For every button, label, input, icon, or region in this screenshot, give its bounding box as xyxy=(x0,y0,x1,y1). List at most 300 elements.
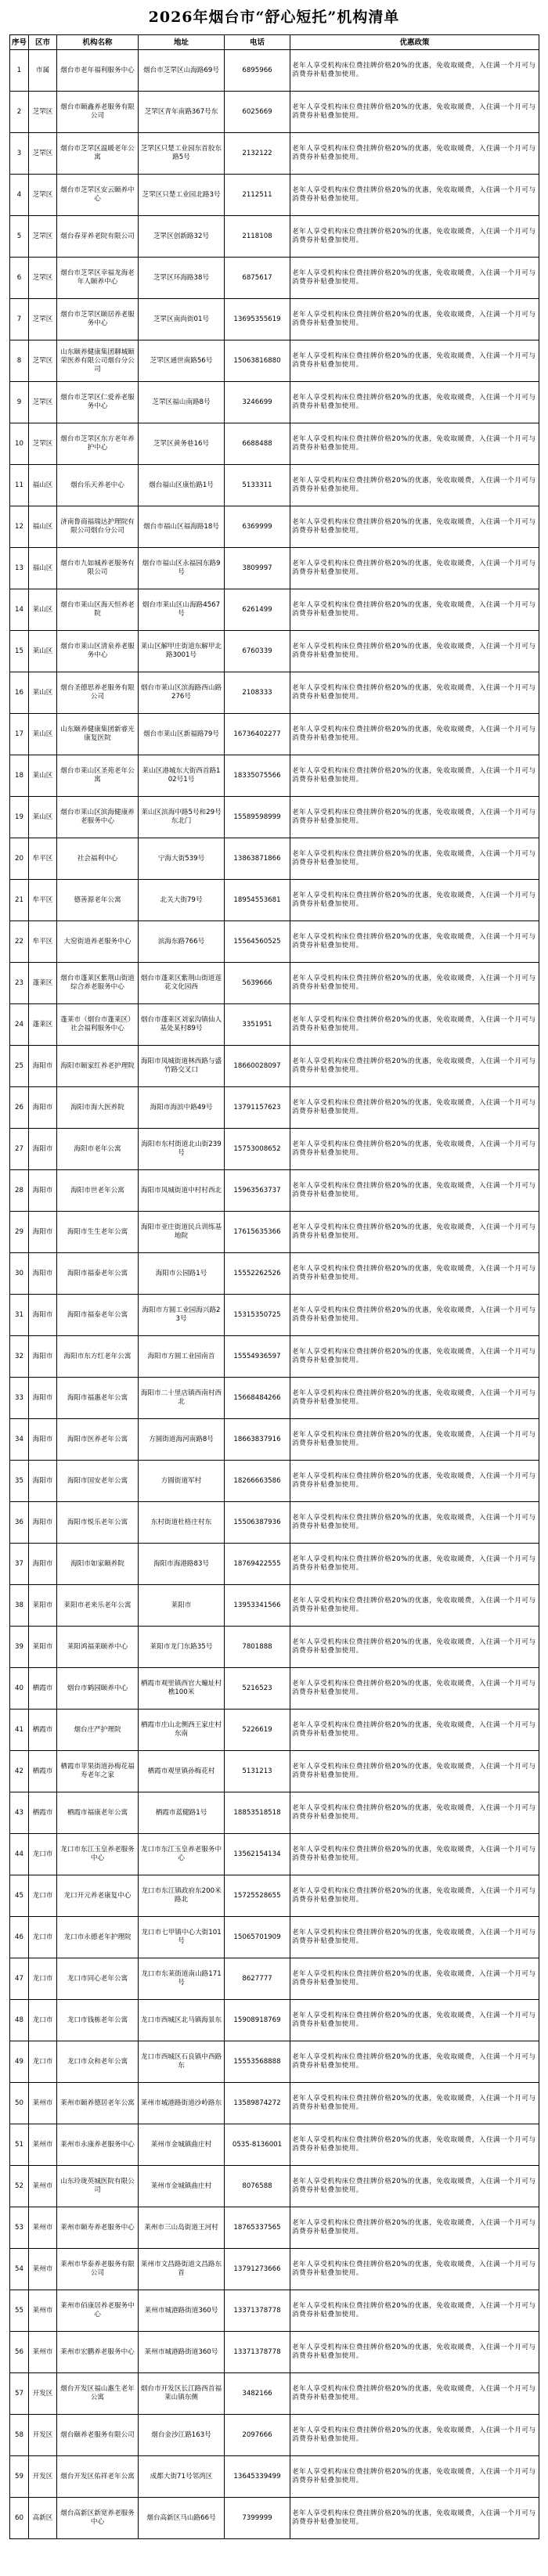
cell-phone: 15552262526 xyxy=(225,1253,290,1295)
cell-index: 16 xyxy=(10,672,29,714)
cell-policy: 老年人享受机构床位费挂牌价格20%的优惠，免收取暖费，入住满一个月可与消费券补贴叠加使用。 xyxy=(290,2000,539,2041)
cell-phone: 15753008652 xyxy=(225,1129,290,1170)
cell-phone: 18765337565 xyxy=(225,2207,290,2249)
cell-name: 烟台市莱山区海天恒养老院 xyxy=(57,589,139,631)
cell-phone: 18266663586 xyxy=(225,1461,290,1502)
cell-policy: 老年人享受机构床位费挂牌价格20%的优惠，免收取暖费，入住满一个月可与消费券补贴叠加使用。 xyxy=(290,880,539,921)
cell-district: 芝罘区 xyxy=(29,216,57,258)
cell-district: 莱阳市 xyxy=(29,1627,57,1668)
cell-policy: 老年人享受机构床位费挂牌价格20%的优惠，免收取暖费，入住满一个月可与消费券补贴叠加使用。 xyxy=(290,589,539,631)
cell-policy: 老年人享受机构床位费挂牌价格20%的优惠，免收取暖费，入住满一个月可与消费券补贴叠加使用。 xyxy=(290,382,539,423)
cell-name: 海阳市福泰老年公寓 xyxy=(57,1253,139,1295)
cell-name: 大窑街道养老服务中心 xyxy=(57,921,139,963)
cell-index: 32 xyxy=(10,1336,29,1378)
table-row xyxy=(10,2000,539,2041)
table-row xyxy=(10,921,539,963)
cell-district: 莱山区 xyxy=(29,714,57,755)
cell-policy: 老年人享受机构床位费挂牌价格20%的优惠，免收取暖费，入住满一个月可与消费券补贴叠加使用。 xyxy=(290,2207,539,2249)
cell-address: 莱阳市 xyxy=(139,1585,225,1627)
table-row xyxy=(10,1170,539,1212)
cell-address: 东村街道杜格庄村东 xyxy=(139,1502,225,1544)
cell-phone: 18660028097 xyxy=(225,1046,290,1087)
cell-district: 福山区 xyxy=(29,465,57,506)
table-row xyxy=(10,506,539,548)
cell-name: 烟台市芝罘区安云颐养中心 xyxy=(57,175,139,216)
cell-phone: 18663837916 xyxy=(225,1419,290,1461)
cell-name: 烟台庄严护理院 xyxy=(57,1710,139,1751)
cell-policy: 老年人享受机构床位费挂牌价格20%的优惠，免收取暖费，入住满一个月可与消费券补贴叠加使用。 xyxy=(290,714,539,755)
cell-index: 57 xyxy=(10,2373,29,2415)
table-row xyxy=(10,1502,539,1544)
cell-district: 栖霞市 xyxy=(29,1792,57,1834)
cell-policy: 老年人享受机构床位费挂牌价格20%的优惠，免收取暖费，入住满一个月可与消费券补贴叠加使用。 xyxy=(290,1627,539,1668)
cell-district: 芝罘区 xyxy=(29,423,57,465)
table-row xyxy=(10,423,539,465)
cell-district: 蓬莱区 xyxy=(29,963,57,1004)
cell-name: 烟台市颐鑫养老服务有限公司 xyxy=(57,92,139,133)
cell-phone: 6760339 xyxy=(225,631,290,672)
cell-index: 50 xyxy=(10,2083,29,2124)
table-row xyxy=(10,1792,539,1834)
cell-address: 龙口市东江玉皇养老服务中心 xyxy=(139,1834,225,1875)
cell-name: 莱阳市老来乐老年公寓 xyxy=(57,1585,139,1627)
cell-district: 海阳市 xyxy=(29,1502,57,1544)
cell-address: 方圆街道军村 xyxy=(139,1461,225,1502)
table-row xyxy=(10,1834,539,1875)
table-row xyxy=(10,797,539,838)
cell-phone: 6688488 xyxy=(225,423,290,465)
cell-phone: 13589874272 xyxy=(225,2083,290,2124)
cell-address: 莱州市三山岛街道王河村 xyxy=(139,2207,225,2249)
cell-address: 海阳市海滨中路49号 xyxy=(139,1087,225,1129)
cell-name: 海阳市东方红老年公寓 xyxy=(57,1336,139,1378)
table-row xyxy=(10,2290,539,2332)
cell-district: 栖霞市 xyxy=(29,1668,57,1710)
cell-district: 海阳市 xyxy=(29,1378,57,1419)
cell-address: 海阳市亚庄街道民兵训练基地院 xyxy=(139,1212,225,1253)
cell-index: 35 xyxy=(10,1461,29,1502)
cell-name: 烟台市芝罘区颐居养老服务中心 xyxy=(57,299,139,340)
header-name: 机构名称 xyxy=(57,35,139,50)
cell-index: 5 xyxy=(10,216,29,258)
cell-address: 海阳市东村街道北山街239号 xyxy=(139,1129,225,1170)
cell-district: 海阳市 xyxy=(29,1129,57,1170)
cell-index: 4 xyxy=(10,175,29,216)
cell-policy: 老年人享受机构床位费挂牌价格20%的优惠，免收取暖费，入住满一个月可与消费券补贴叠加使用。 xyxy=(290,216,539,258)
cell-phone: 5639666 xyxy=(225,963,290,1004)
cell-district: 海阳市 xyxy=(29,1212,57,1253)
table-row xyxy=(10,714,539,755)
cell-name: 烟台开发区福山惠生老年公寓 xyxy=(57,2373,139,2415)
cell-district: 开发区 xyxy=(29,2456,57,2498)
table-row xyxy=(10,589,539,631)
cell-policy: 老年人享受机构床位费挂牌价格20%的优惠，免收取暖费，入住满一个月可与消费券补贴叠加使用。 xyxy=(290,2456,539,2498)
cell-name: 烟台开发区佑祥老年公寓 xyxy=(57,2456,139,2498)
cell-policy: 老年人享受机构床位费挂牌价格20%的优惠，免收取暖费，入住满一个月可与消费券补贴叠加使用。 xyxy=(290,1336,539,1378)
cell-policy: 老年人享受机构床位费挂牌价格20%的优惠，免收取暖费，入住满一个月可与消费券补贴叠加使用。 xyxy=(290,2166,539,2207)
table-row xyxy=(10,1253,539,1295)
table-row xyxy=(10,2249,539,2290)
cell-index: 31 xyxy=(10,1295,29,1336)
cell-index: 38 xyxy=(10,1585,29,1627)
cell-name: 烟台市蓬莱区紫荆山街道综合养老服务中心 xyxy=(57,963,139,1004)
cell-address: 莱阳市龙门东路35号 xyxy=(139,1627,225,1668)
cell-address: 莱州市文昌路街道文昌路东首 xyxy=(139,2249,225,2290)
cell-policy: 老年人享受机构床位费挂牌价格20%的优惠，免收取暖费，入住满一个月可与消费券补贴叠加使用。 xyxy=(290,1710,539,1751)
table-row xyxy=(10,1875,539,1917)
table-body xyxy=(10,50,539,2539)
table-row xyxy=(10,340,539,382)
cell-district: 海阳市 xyxy=(29,1087,57,1129)
cell-index: 45 xyxy=(10,1875,29,1917)
cell-phone: 6369999 xyxy=(225,506,290,548)
cell-index: 49 xyxy=(10,2041,29,2083)
table-row xyxy=(10,299,539,340)
cell-address: 龙口市东江镇政府东200米路北 xyxy=(139,1875,225,1917)
cell-phone: 3351951 xyxy=(225,1004,290,1046)
cell-phone: 6895966 xyxy=(225,50,290,92)
cell-phone: 15506387936 xyxy=(225,1502,290,1544)
cell-name: 烟台市芝罘区仁爱养老服务中心 xyxy=(57,382,139,423)
cell-address: 烟台市莱山区山海路4567号 xyxy=(139,589,225,631)
table-row xyxy=(10,548,539,589)
cell-address: 海阳市凤城街道林西路与盛竹路交叉口 xyxy=(139,1046,225,1087)
cell-district: 市属 xyxy=(29,50,57,92)
cell-name: 山东颐养健康集团新睿光康复医院 xyxy=(57,714,139,755)
cell-policy: 老年人享受机构床位费挂牌价格20%的优惠，免收取暖费，入住满一个月可与消费券补贴叠加使用。 xyxy=(290,631,539,672)
table-row xyxy=(10,672,539,714)
table-row xyxy=(10,1917,539,1958)
cell-index: 1 xyxy=(10,50,29,92)
cell-address: 芝罘区只楚工业园东首胶东路5号 xyxy=(139,133,225,175)
table-row xyxy=(10,2332,539,2373)
table-row xyxy=(10,1004,539,1046)
cell-index: 11 xyxy=(10,465,29,506)
cell-address: 烟台市莱山区新福路79号 xyxy=(139,714,225,755)
table-row xyxy=(10,1087,539,1129)
table-row xyxy=(10,92,539,133)
cell-address: 海阳市公园路1号 xyxy=(139,1253,225,1295)
cell-name: 烟台高新区新宽养老服务中心 xyxy=(57,2498,139,2539)
cell-district: 高新区 xyxy=(29,2498,57,2539)
cell-phone: 5216523 xyxy=(225,1668,290,1710)
cell-index: 25 xyxy=(10,1046,29,1087)
table-row xyxy=(10,2498,539,2539)
cell-address: 烟台市福山区福海路18号 xyxy=(139,506,225,548)
cell-address: 烟台市蓬莱区刘家沟镇仙人基处某村89号 xyxy=(139,1004,225,1046)
cell-address: 莱州市城港路街道360号 xyxy=(139,2332,225,2373)
cell-index: 40 xyxy=(10,1668,29,1710)
cell-phone: 5133311 xyxy=(225,465,290,506)
cell-index: 22 xyxy=(10,921,29,963)
cell-district: 蓬莱区 xyxy=(29,1004,57,1046)
cell-address: 芝罘区创新路32号 xyxy=(139,216,225,258)
cell-address: 芝罘区黄务巷16号 xyxy=(139,423,225,465)
cell-name: 山东颐养健康集团聊城颐荣医养有限公司烟台分公司 xyxy=(57,340,139,382)
cell-phone: 13371378778 xyxy=(225,2290,290,2332)
cell-policy: 老年人享受机构床位费挂牌价格20%的优惠，免收取暖费，入住满一个月可与消费券补贴叠加使用。 xyxy=(290,299,539,340)
cell-name: 海阳市悦乐老年公寓 xyxy=(57,1502,139,1544)
table-row xyxy=(10,1585,539,1627)
cell-phone: 8076588 xyxy=(225,2166,290,2207)
table-row xyxy=(10,963,539,1004)
cell-district: 海阳市 xyxy=(29,1295,57,1336)
cell-policy: 老年人享受机构床位费挂牌价格20%的优惠，免收取暖费，入住满一个月可与消费券补贴叠加使用。 xyxy=(290,423,539,465)
cell-policy: 老年人享受机构床位费挂牌价格20%的优惠，免收取暖费，入住满一个月可与消费券补贴叠加使用。 xyxy=(290,963,539,1004)
cell-index: 12 xyxy=(10,506,29,548)
cell-district: 福山区 xyxy=(29,548,57,589)
cell-policy: 老年人享受机构床位费挂牌价格20%的优惠，免收取暖费，入住满一个月可与消费券补贴叠加使用。 xyxy=(290,1419,539,1461)
cell-name: 龙口市众和老年公寓 xyxy=(57,2041,139,2083)
cell-phone: 3482166 xyxy=(225,2373,290,2415)
cell-district: 开发区 xyxy=(29,2415,57,2456)
cell-index: 42 xyxy=(10,1751,29,1792)
cell-index: 17 xyxy=(10,714,29,755)
cell-name: 烟台市芝罘区温暖老年公寓 xyxy=(57,133,139,175)
cell-policy: 老年人享受机构床位费挂牌价格20%的优惠，免收取暖费，入住满一个月可与消费券补贴叠加使用。 xyxy=(290,1253,539,1295)
cell-phone: 6025669 xyxy=(225,92,290,133)
cell-district: 莱山区 xyxy=(29,631,57,672)
cell-policy: 老年人享受机构床位费挂牌价格20%的优惠，免收取暖费，入住满一个月可与消费券补贴叠加使用。 xyxy=(290,755,539,797)
cell-phone: 7399999 xyxy=(225,2498,290,2539)
cell-name: 莱州市颐养德居老年公寓 xyxy=(57,2083,139,2124)
cell-policy: 老年人享受机构床位费挂牌价格20%的优惠，免收取暖费，入住满一个月可与消费券补贴叠加使用。 xyxy=(290,2290,539,2332)
cell-name: 社会福利中心 xyxy=(57,838,139,880)
cell-phone: 3809997 xyxy=(225,548,290,589)
cell-policy: 老年人享受机构床位费挂牌价格20%的优惠，免收取暖费，入住满一个月可与消费券补贴叠加使用。 xyxy=(290,1834,539,1875)
cell-phone: 13863871866 xyxy=(225,838,290,880)
table-row xyxy=(10,382,539,423)
cell-name: 栖霞市福康老年公寓 xyxy=(57,1792,139,1834)
cell-name: 海阳市如家颐养院 xyxy=(57,1544,139,1585)
cell-address: 芝罘区通世南路56号 xyxy=(139,340,225,382)
cell-index: 21 xyxy=(10,880,29,921)
cell-index: 3 xyxy=(10,133,29,175)
cell-policy: 老年人享受机构床位费挂牌价格20%的优惠，免收取暖费，入住满一个月可与消费券补贴叠加使用。 xyxy=(290,465,539,506)
cell-phone: 15315350725 xyxy=(225,1295,290,1336)
cell-phone: 18954553681 xyxy=(225,880,290,921)
cell-policy: 老年人享受机构床位费挂牌价格20%的优惠，免收取暖费，入住满一个月可与消费券补贴叠加使用。 xyxy=(290,2373,539,2415)
cell-phone: 7801888 xyxy=(225,1627,290,1668)
table-row xyxy=(10,1419,539,1461)
cell-policy: 老年人享受机构床位费挂牌价格20%的优惠，免收取暖费，入住满一个月可与消费券补贴叠加使用。 xyxy=(290,506,539,548)
cell-policy: 老年人享受机构床位费挂牌价格20%的优惠，免收取暖费，入住满一个月可与消费券补贴叠加使用。 xyxy=(290,1129,539,1170)
cell-address: 莱山区滨海中路5号和29号东北门 xyxy=(139,797,225,838)
document-title: 2026年烟台市“舒心短托”机构清单 xyxy=(148,9,400,26)
cell-district: 芝罘区 xyxy=(29,299,57,340)
table-row xyxy=(10,258,539,299)
cell-name: 龙口市东江玉皇养老服务中心 xyxy=(57,1834,139,1875)
cell-name: 龙口市钱栋老年公寓 xyxy=(57,2000,139,2041)
cell-phone: 0535-8136001 xyxy=(225,2124,290,2166)
cell-name: 海阳市福泰老年公寓 xyxy=(57,1295,139,1336)
table-header-row xyxy=(10,35,539,50)
table-row xyxy=(10,1046,539,1087)
cell-policy: 老年人享受机构床位费挂牌价格20%的优惠，免收取暖费，入住满一个月可与消费券补贴叠加使用。 xyxy=(290,921,539,963)
table-row xyxy=(10,2041,539,2083)
cell-name: 蓬莱市（烟台市蓬莱区）社会福利服务中心 xyxy=(57,1004,139,1046)
cell-policy: 老年人享受机构床位费挂牌价格20%的优惠，免收取暖费，入住满一个月可与消费券补贴叠加使用。 xyxy=(290,1170,539,1212)
cell-policy: 老年人享受机构床位费挂牌价格20%的优惠，免收取暖费，入住满一个月可与消费券补贴叠加使用。 xyxy=(290,50,539,92)
cell-policy: 老年人享受机构床位费挂牌价格20%的优惠，免收取暖费，入住满一个月可与消费券补贴叠加使用。 xyxy=(290,92,539,133)
cell-name: 烟台市莱山区圣苑老年公寓 xyxy=(57,755,139,797)
cell-phone: 3246699 xyxy=(225,382,290,423)
cell-district: 栖霞市 xyxy=(29,1751,57,1792)
cell-district: 莱州市 xyxy=(29,2290,57,2332)
cell-district: 海阳市 xyxy=(29,1461,57,1502)
table-row xyxy=(10,2373,539,2415)
cell-policy: 老年人享受机构床位费挂牌价格20%的优惠，免收取暖费，入住满一个月可与消费券补贴叠加使用。 xyxy=(290,2498,539,2539)
cell-name: 济南鲁商福瑞达护理院有限公司烟台分公司 xyxy=(57,506,139,548)
cell-address: 龙口市七甲镇中心大街101号 xyxy=(139,1917,225,1958)
cell-phone: 13645339499 xyxy=(225,2456,290,2498)
cell-district: 龙口市 xyxy=(29,1875,57,1917)
cell-district: 莱州市 xyxy=(29,2207,57,2249)
cell-index: 60 xyxy=(10,2498,29,2539)
cell-index: 20 xyxy=(10,838,29,880)
cell-policy: 老年人享受机构床位费挂牌价格20%的优惠，免收取暖费，入住满一个月可与消费券补贴叠加使用。 xyxy=(290,1917,539,1958)
cell-name: 龙口市永德老年护理院 xyxy=(57,1917,139,1958)
cell-address: 海阳市方圆工业园海兴路23号 xyxy=(139,1295,225,1336)
cell-index: 53 xyxy=(10,2207,29,2249)
cell-phone: 15564560525 xyxy=(225,921,290,963)
cell-address: 栖霞市蓝健路1号 xyxy=(139,1792,225,1834)
cell-policy: 老年人享受机构床位费挂牌价格20%的优惠，免收取暖费，入住满一个月可与消费券补贴叠加使用。 xyxy=(290,548,539,589)
cell-policy: 老年人享受机构床位费挂牌价格20%的优惠，免收取暖费，入住满一个月可与消费券补贴叠加使用。 xyxy=(290,1087,539,1129)
cell-address: 莱州市城港路街道360号 xyxy=(139,2290,225,2332)
cell-phone: 13371378778 xyxy=(225,2332,290,2373)
cell-name: 烟台圣德思养老服务有限公司 xyxy=(57,672,139,714)
cell-phone: 15668484266 xyxy=(225,1378,290,1419)
cell-index: 8 xyxy=(10,340,29,382)
cell-policy: 老年人享受机构床位费挂牌价格20%的优惠，免收取暖费，入住满一个月可与消费券补贴叠加使用。 xyxy=(290,1751,539,1792)
cell-address: 龙口市东莱街道南山路171号 xyxy=(139,1958,225,2000)
cell-phone: 13791273666 xyxy=(225,2249,290,2290)
cell-name: 烟台市老年福利服务中心 xyxy=(57,50,139,92)
cell-name: 龙口市同心老年公寓 xyxy=(57,1958,139,2000)
cell-address: 烟台市莱山区滨海路西山路276号 xyxy=(139,672,225,714)
cell-index: 46 xyxy=(10,1917,29,1958)
cell-policy: 老年人享受机构床位费挂牌价格20%的优惠，免收取暖费，入住满一个月可与消费券补贴叠加使用。 xyxy=(290,672,539,714)
cell-policy: 老年人享受机构床位费挂牌价格20%的优惠，免收取暖费，入住满一个月可与消费券补贴叠加使用。 xyxy=(290,797,539,838)
cell-index: 34 xyxy=(10,1419,29,1461)
cell-district: 海阳市 xyxy=(29,1419,57,1461)
cell-address: 成都大街71号邻湾区 xyxy=(139,2456,225,2498)
cell-name: 海阳市海大医养院 xyxy=(57,1087,139,1129)
cell-phone: 18769422555 xyxy=(225,1544,290,1585)
cell-index: 52 xyxy=(10,2166,29,2207)
header-address: 地址 xyxy=(139,35,225,50)
cell-district: 莱山区 xyxy=(29,672,57,714)
cell-district: 莱山区 xyxy=(29,797,57,838)
cell-phone: 2118108 xyxy=(225,216,290,258)
cell-index: 10 xyxy=(10,423,29,465)
cell-phone: 15554936597 xyxy=(225,1336,290,1378)
cell-policy: 老年人享受机构床位费挂牌价格20%的优惠，免收取暖费，入住满一个月可与消费券补贴叠加使用。 xyxy=(290,2332,539,2373)
cell-district: 莱阳市 xyxy=(29,1585,57,1627)
cell-phone: 15963563737 xyxy=(225,1170,290,1212)
cell-district: 海阳市 xyxy=(29,1336,57,1378)
cell-phone: 8627777 xyxy=(225,1958,290,2000)
cell-name: 海阳市生生老年公寓 xyxy=(57,1212,139,1253)
cell-district: 莱州市 xyxy=(29,2124,57,2166)
cell-address: 海阳市方圆工业园南首 xyxy=(139,1336,225,1378)
cell-address: 芝罘区环海路38号 xyxy=(139,258,225,299)
cell-index: 7 xyxy=(10,299,29,340)
cell-address: 滨海东路766号 xyxy=(139,921,225,963)
cell-policy: 老年人享受机构床位费挂牌价格20%的优惠，免收取暖费，入住满一个月可与消费券补贴叠加使用。 xyxy=(290,1461,539,1502)
table-row xyxy=(10,1751,539,1792)
cell-phone: 13562154134 xyxy=(225,1834,290,1875)
cell-policy: 老年人享受机构床位费挂牌价格20%的优惠，免收取暖费，入住满一个月可与消费券补贴叠加使用。 xyxy=(290,2415,539,2456)
cell-policy: 老年人享受机构床位费挂牌价格20%的优惠，免收取暖费，入住满一个月可与消费券补贴叠加使用。 xyxy=(290,1004,539,1046)
table-row xyxy=(10,133,539,175)
cell-district: 海阳市 xyxy=(29,1253,57,1295)
cell-phone: 15553568888 xyxy=(225,2041,290,2083)
table-row xyxy=(10,1668,539,1710)
cell-district: 芝罘区 xyxy=(29,92,57,133)
cell-index: 51 xyxy=(10,2124,29,2166)
cell-index: 15 xyxy=(10,631,29,672)
cell-index: 37 xyxy=(10,1544,29,1585)
table-row xyxy=(10,1461,539,1502)
cell-index: 26 xyxy=(10,1087,29,1129)
cell-name: 烟台颐养老服务有限公司 xyxy=(57,2415,139,2456)
cell-address: 栖霞市观里镇西官大疃址村樵100米 xyxy=(139,1668,225,1710)
table-row xyxy=(10,2166,539,2207)
cell-district: 牟平区 xyxy=(29,880,57,921)
cell-district: 莱山区 xyxy=(29,755,57,797)
cell-index: 6 xyxy=(10,258,29,299)
table-row xyxy=(10,2124,539,2166)
cell-name: 烟台市鹤园颐养中心 xyxy=(57,1668,139,1710)
cell-address: 烟台市福山区永福园东路9号 xyxy=(139,548,225,589)
cell-name: 海阳市世老年公寓 xyxy=(57,1170,139,1212)
table-row xyxy=(10,2415,539,2456)
cell-policy: 老年人享受机构床位费挂牌价格20%的优惠，免收取暖费，入住满一个月可与消费券补贴叠加使用。 xyxy=(290,1958,539,2000)
cell-name: 莱州市宏鹏养老服务中心 xyxy=(57,2332,139,2373)
cell-district: 龙口市 xyxy=(29,2000,57,2041)
cell-index: 56 xyxy=(10,2332,29,2373)
cell-phone: 2112511 xyxy=(225,175,290,216)
cell-district: 芝罘区 xyxy=(29,340,57,382)
cell-policy: 老年人享受机构床位费挂牌价格20%的优惠，免收取暖费，入住满一个月可与消费券补贴叠加使用。 xyxy=(290,133,539,175)
cell-index: 55 xyxy=(10,2290,29,2332)
cell-phone: 18335075566 xyxy=(225,755,290,797)
table-row xyxy=(10,1129,539,1170)
cell-index: 43 xyxy=(10,1792,29,1834)
header-district: 区市 xyxy=(29,35,57,50)
cell-name: 栖霞市苹果街道孙梅花福寿老年之家 xyxy=(57,1751,139,1792)
cell-address: 芝罘区只楚工业园北路3号 xyxy=(139,175,225,216)
cell-policy: 老年人享受机构床位费挂牌价格20%的优惠，免收取暖费，入住满一个月可与消费券补贴叠加使用。 xyxy=(290,1544,539,1585)
table-row xyxy=(10,175,539,216)
cell-index: 58 xyxy=(10,2415,29,2456)
cell-name: 莱阳鸿福莱颐养中心 xyxy=(57,1627,139,1668)
table-row xyxy=(10,1958,539,2000)
cell-address: 芝罘区青年南路367号东 xyxy=(139,92,225,133)
table-row xyxy=(10,1544,539,1585)
cell-district: 龙口市 xyxy=(29,1917,57,1958)
table-row xyxy=(10,2207,539,2249)
cell-policy: 老年人享受机构床位费挂牌价格20%的优惠，免收取暖费，入住满一个月可与消费券补贴叠加使用。 xyxy=(290,1792,539,1834)
table-row xyxy=(10,1336,539,1378)
cell-policy: 老年人享受机构床位费挂牌价格20%的优惠，免收取暖费，入住满一个月可与消费券补贴叠加使用。 xyxy=(290,340,539,382)
cell-district: 牟平区 xyxy=(29,921,57,963)
cell-district: 海阳市 xyxy=(29,1544,57,1585)
cell-name: 烟台春芽养老院有限公司 xyxy=(57,216,139,258)
table-row xyxy=(10,1295,539,1336)
